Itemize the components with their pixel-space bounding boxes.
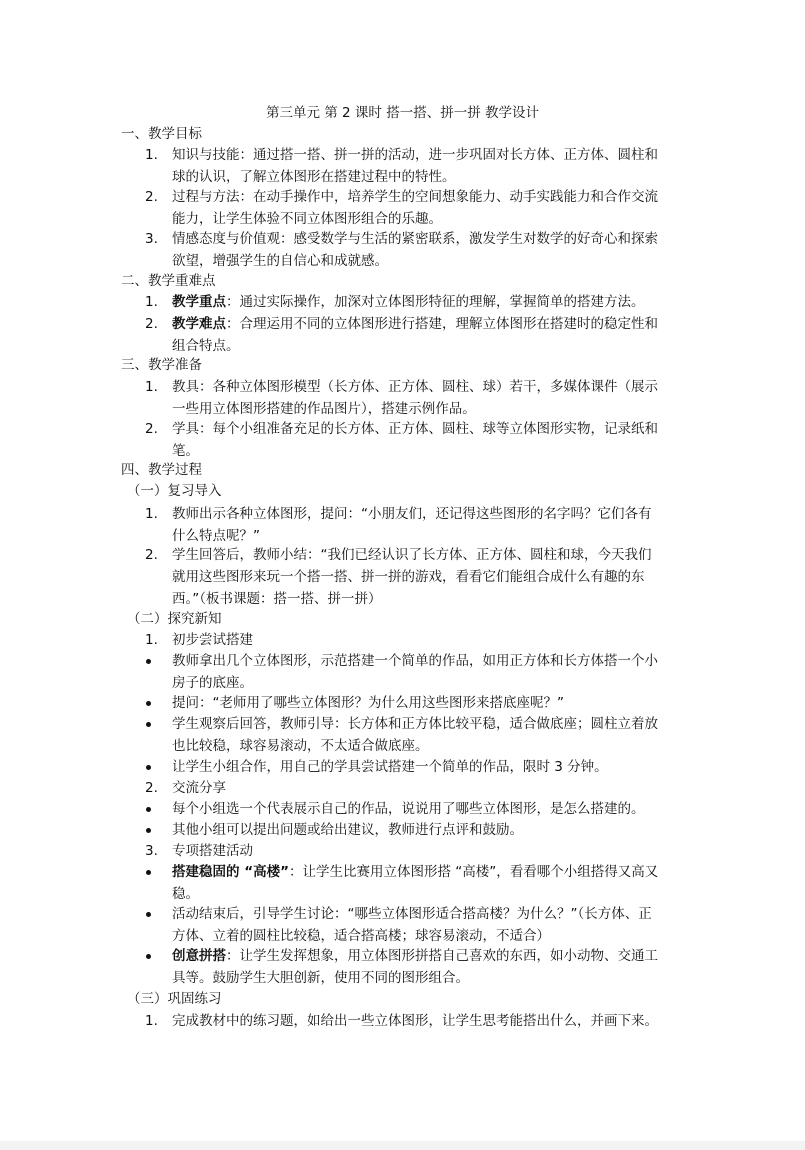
step-title: 专项搭建活动 xyxy=(172,843,253,859)
item-text-line: 过程与方法：在动手操作中，培养学生的空间想象能力、动手实践能力和合作交流 xyxy=(172,189,658,205)
item-text-line: ：通过实际操作，加深对立体图形特征的理解，掌握简单的搭建方法。 xyxy=(226,294,645,310)
document-title: 第三单元 第 2 课时 搭一搭、拼一拼 教学设计 xyxy=(265,105,540,121)
step-title: 初步尝试搭建 xyxy=(172,632,253,648)
item-text-line: 让学生小组合作，用自己的学具尝试搭建一个简单的作品，限时 3 分钟。 xyxy=(172,759,608,775)
item-text-line: 组合特点。 xyxy=(172,338,240,354)
list-item xyxy=(145,313,690,357)
section-heading-preparation: 三、教学准备 xyxy=(121,357,202,373)
bullet-dot xyxy=(146,765,151,770)
item-text-line: 球的认识，了解立体图形在搭建过程中的特性。 xyxy=(172,169,456,185)
item-text-line: 一些用立体图形搭建的作品图片），搭建示例作品。 xyxy=(172,401,476,417)
list-item xyxy=(145,544,690,610)
list-number: 1. xyxy=(145,147,158,163)
step-title: 交流分享 xyxy=(172,780,226,796)
item-text-line: 笔。 xyxy=(172,443,199,459)
bold-label: 教学难点 xyxy=(172,316,226,332)
list-number: 1. xyxy=(145,506,158,522)
bullet-item xyxy=(145,819,690,841)
section-heading-key-points: 二、教学重难点 xyxy=(121,273,216,289)
item-text-line: 具等。鼓励学生大胆创新，使用不同的图形组合。 xyxy=(172,970,469,986)
bold-label: 教学重点 xyxy=(172,294,226,310)
list-number: 1. xyxy=(145,379,158,395)
list-number: 1. xyxy=(145,294,158,310)
item-text-line: 活动结束后，引导学生讨论：“哪些立体图形适合搭高楼？为什么？”（长方体、正 xyxy=(172,906,652,922)
item-text-line: 提问：“老师用了哪些立体图形？为什么用这些图形来搭底座呢？” xyxy=(172,695,564,711)
list-item xyxy=(145,418,690,462)
bullet-item xyxy=(145,903,690,947)
list-item xyxy=(145,291,690,313)
list-number: 3. xyxy=(145,231,158,247)
item-text-line: 西。”（板书课题：搭一搭、拼一拼） xyxy=(172,591,382,607)
item-text-line: 教师出示各种立体图形，提问：“小朋友们，还记得这些图形的名字吗？它们各有 xyxy=(172,506,652,522)
bullet-item xyxy=(145,861,690,905)
subsection-heading-practice: （三）巩固练习 xyxy=(127,991,222,1007)
bullet-dot xyxy=(146,722,151,727)
list-item xyxy=(145,144,690,188)
item-text-line: 欲望，增强学生的自信心和成就感。 xyxy=(172,253,388,269)
bullet-item xyxy=(145,713,690,757)
list-number: 2. xyxy=(145,316,158,332)
item-text-line: 就用这些图形来玩一个搭一搭、拼一拼的游戏，看看它们能组合成什么有趣的东 xyxy=(172,569,645,585)
item-text-line: 每个小组选一个代表展示自己的作品，说说用了哪些立体图形，是怎么搭建的。 xyxy=(172,801,645,817)
bold-label: 搭建稳固的 “高楼” xyxy=(172,864,289,880)
list-item xyxy=(145,1010,690,1032)
list-number: 2. xyxy=(145,780,158,796)
item-text-line: 房子的底座。 xyxy=(172,675,253,691)
item-text-line: 稳。 xyxy=(172,886,199,902)
section-heading-objectives: 一、教学目标 xyxy=(121,126,202,142)
page-bottom-edge xyxy=(0,1141,805,1150)
list-item xyxy=(145,503,690,547)
bullet-dot xyxy=(146,870,151,875)
bullet-dot xyxy=(146,701,151,706)
section-heading-process: 四、教学过程 xyxy=(121,462,202,478)
item-text-line: 其他小组可以提出问题或给出建议，教师进行点评和鼓励。 xyxy=(172,822,523,838)
item-text-line: ：让学生比赛用立体图形搭 “高楼”，看看哪个小组搭得又高又 xyxy=(288,864,659,880)
item-text-line: 教师拿出几个立体图形，示范搭建一个简单的作品，如用正方体和长方体搭一个小 xyxy=(172,653,658,669)
subsection-heading-review: （一）复习导入 xyxy=(127,483,222,499)
subsection-heading-explore: （二）探究新知 xyxy=(127,611,222,627)
item-text-line: 能力，让学生体验不同立体图形组合的乐趣。 xyxy=(172,211,442,227)
list-number: 2. xyxy=(145,547,158,563)
item-text-line: 也比较稳，球容易滚动，不太适合做底座。 xyxy=(172,738,429,754)
list-number: 2. xyxy=(145,189,158,205)
list-number: 2. xyxy=(145,421,158,437)
bullet-dot xyxy=(146,807,151,812)
bullet-dot xyxy=(146,954,151,959)
list-item xyxy=(145,777,690,799)
list-number: 3. xyxy=(145,843,158,859)
bullet-item xyxy=(145,945,690,989)
list-item xyxy=(145,228,690,272)
bullet-item xyxy=(145,798,690,820)
item-text-line: 什么特点呢？” xyxy=(172,528,260,544)
list-item xyxy=(145,629,690,651)
item-text-line: 学生回答后，教师小结：“我们已经认识了长方体、正方体、圆柱和球，今天我们 xyxy=(172,547,652,563)
item-text-line: 知识与技能：通过搭一搭、拼一拼的活动，进一步巩固对长方体、正方体、圆柱和 xyxy=(172,147,658,163)
bullet-dot xyxy=(146,912,151,917)
item-text-line: ：让学生发挥想象，用立体图形拼搭自己喜欢的东西，如小动物、交通工 xyxy=(226,948,658,964)
bold-label: 创意拼搭 xyxy=(172,948,226,964)
item-text-line: 完成教材中的练习题，如给出一些立体图形，让学生思考能搭出什么，并画下来。 xyxy=(172,1013,658,1029)
bullet-item xyxy=(145,650,690,694)
bullet-item xyxy=(145,756,690,778)
bullet-dot xyxy=(146,828,151,833)
item-text-line: ：合理运用不同的立体图形进行搭建，理解立体图形在搭建时的稳定性和 xyxy=(226,316,658,332)
list-item xyxy=(145,376,690,420)
bullet-dot xyxy=(146,659,151,664)
list-number: 1. xyxy=(145,632,158,648)
list-item xyxy=(145,840,690,862)
bullet-item xyxy=(145,692,690,714)
list-item xyxy=(145,186,690,230)
item-text-line: 方体、立着的圆柱比较稳，适合搭高楼；球容易滚动，不适合） xyxy=(172,928,550,944)
item-text-line: 教具：各种立体图形模型（长方体、正方体、圆柱、球）若干，多媒体课件（展示 xyxy=(172,379,658,395)
item-text-line: 学生观察后回答，教师引导：长方体和正方体比较平稳，适合做底座；圆柱立着放 xyxy=(172,716,658,732)
item-text-line: 学具：每个小组准备充足的长方体、正方体、圆柱、球等立体图形实物，记录纸和 xyxy=(172,421,658,437)
list-number: 1. xyxy=(145,1013,158,1029)
item-text-line: 情感态度与价值观：感受数学与生活的紧密联系，激发学生对数学的好奇心和探索 xyxy=(172,231,658,247)
